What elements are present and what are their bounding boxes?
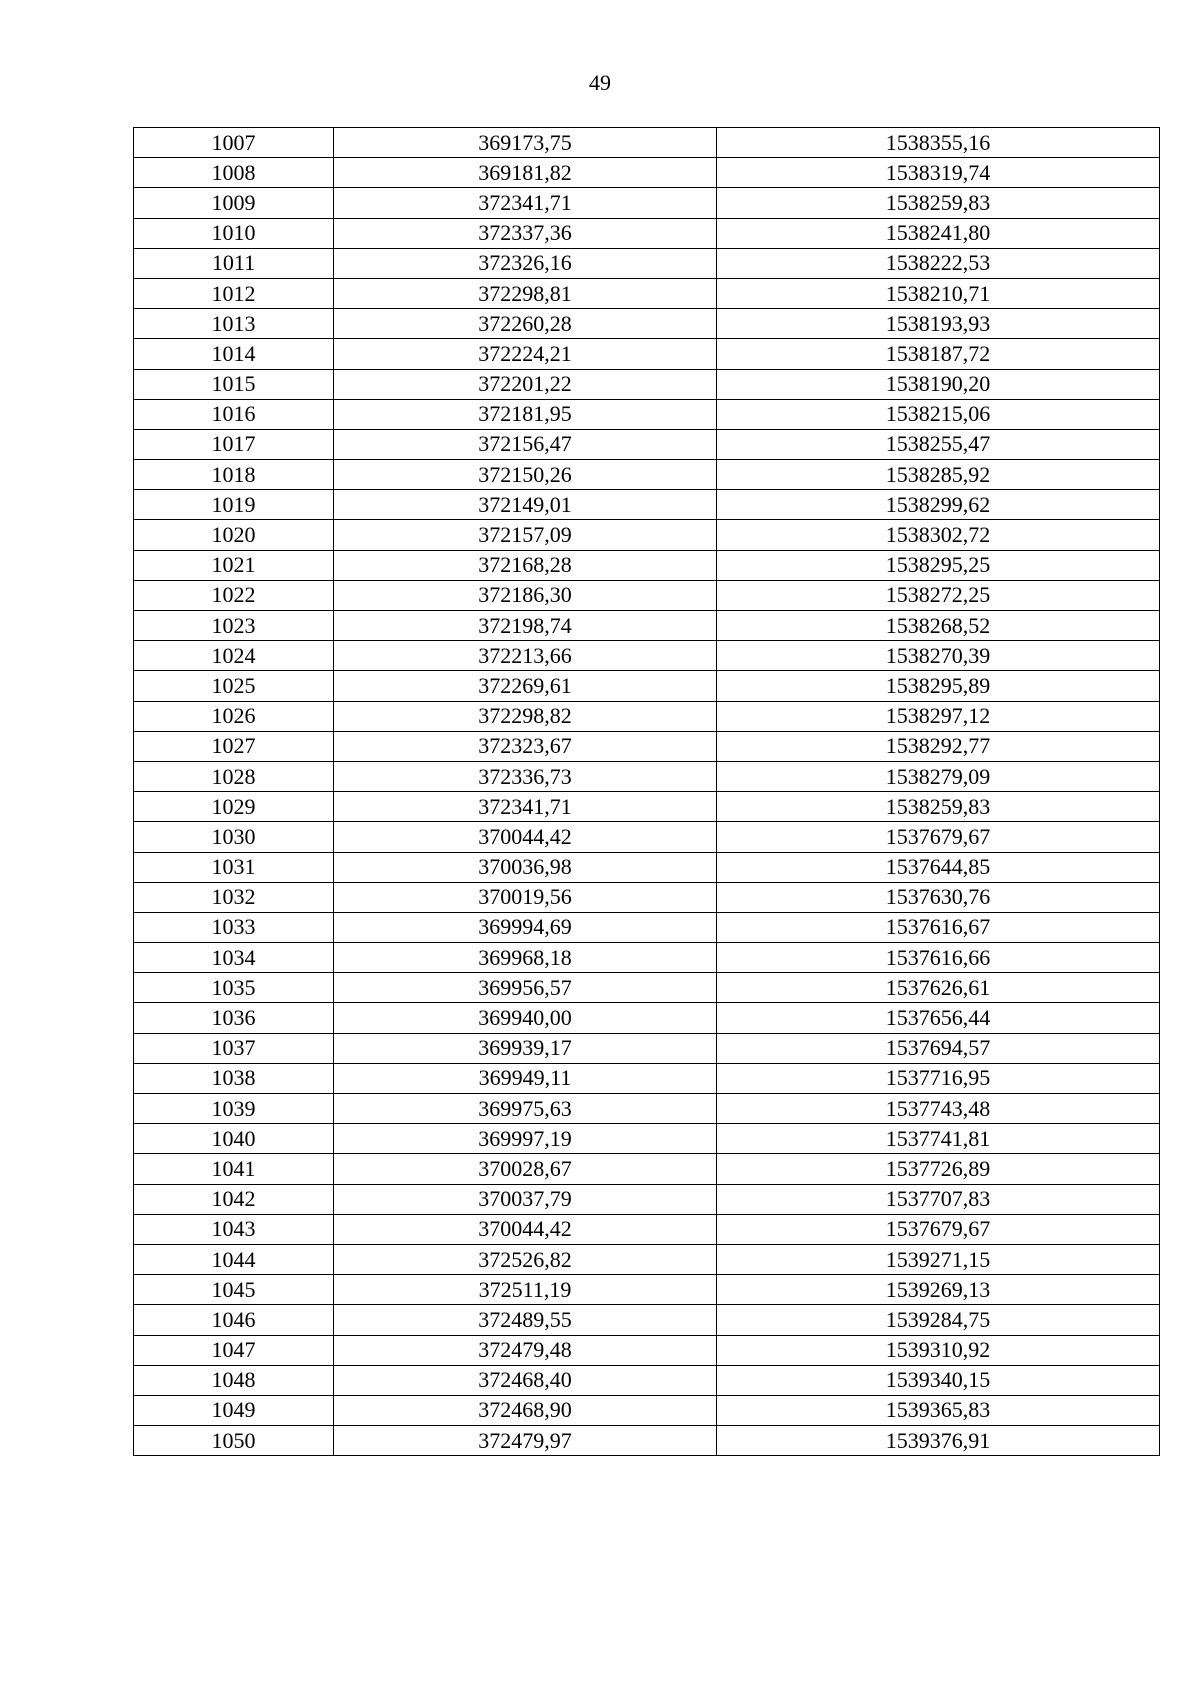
x-coordinate-cell: 369997,19 [334, 1124, 717, 1154]
table-row [134, 369, 1160, 399]
x-coordinate-cell: 372201,22 [334, 369, 717, 399]
table-row [134, 460, 1160, 490]
table-row [134, 822, 1160, 852]
table-row [134, 278, 1160, 308]
y-coordinate-cell: 1538193,93 [717, 309, 1160, 339]
y-coordinate-cell: 1538190,20 [717, 369, 1160, 399]
y-coordinate-cell: 1538285,92 [717, 460, 1160, 490]
x-coordinate-cell: 372489,55 [334, 1305, 717, 1335]
point-number-cell: 1009 [134, 188, 334, 218]
y-coordinate-cell: 1537716,95 [717, 1063, 1160, 1093]
x-coordinate-cell: 372269,61 [334, 671, 717, 701]
point-number-cell: 1038 [134, 1063, 334, 1093]
x-coordinate-cell: 372181,95 [334, 399, 717, 429]
y-coordinate-cell: 1539376,91 [717, 1426, 1160, 1456]
x-coordinate-cell: 372156,47 [334, 429, 717, 459]
point-number-cell: 1023 [134, 611, 334, 641]
point-number-cell: 1048 [134, 1365, 334, 1395]
point-number-cell: 1034 [134, 943, 334, 973]
x-coordinate-cell: 369949,11 [334, 1063, 717, 1093]
y-coordinate-cell: 1537694,57 [717, 1033, 1160, 1063]
y-coordinate-cell: 1538272,25 [717, 580, 1160, 610]
y-coordinate-cell: 1539271,15 [717, 1244, 1160, 1274]
table-row [134, 1395, 1160, 1425]
table-row [134, 520, 1160, 550]
table-row [134, 1063, 1160, 1093]
x-coordinate-cell: 372468,90 [334, 1395, 717, 1425]
y-coordinate-cell: 1537644,85 [717, 852, 1160, 882]
y-coordinate-cell: 1539269,13 [717, 1275, 1160, 1305]
table-row [134, 671, 1160, 701]
table-row [134, 1214, 1160, 1244]
point-number-cell: 1047 [134, 1335, 334, 1365]
point-number-cell: 1016 [134, 399, 334, 429]
table-row [134, 218, 1160, 248]
table-row [134, 1275, 1160, 1305]
x-coordinate-cell: 369968,18 [334, 943, 717, 973]
x-coordinate-cell: 369994,69 [334, 912, 717, 942]
point-number-cell: 1024 [134, 641, 334, 671]
x-coordinate-cell: 369956,57 [334, 973, 717, 1003]
y-coordinate-cell: 1537726,89 [717, 1154, 1160, 1184]
page-number: 49 [589, 70, 611, 95]
table-row [134, 943, 1160, 973]
point-number-cell: 1049 [134, 1395, 334, 1425]
x-coordinate-cell: 372479,97 [334, 1426, 717, 1456]
y-coordinate-cell: 1538259,83 [717, 792, 1160, 822]
point-number-cell: 1044 [134, 1244, 334, 1274]
table-row [134, 792, 1160, 822]
table-row [134, 1154, 1160, 1184]
x-coordinate-cell: 372298,82 [334, 701, 717, 731]
x-coordinate-cell: 370019,56 [334, 882, 717, 912]
table-row [134, 1244, 1160, 1274]
y-coordinate-cell: 1538210,71 [717, 278, 1160, 308]
table-row [134, 611, 1160, 641]
point-number-cell: 1037 [134, 1033, 334, 1063]
table-row [134, 128, 1160, 158]
coordinates-table [133, 127, 1160, 1456]
point-number-cell: 1030 [134, 822, 334, 852]
x-coordinate-cell: 372479,48 [334, 1335, 717, 1365]
point-number-cell: 1045 [134, 1275, 334, 1305]
x-coordinate-cell: 372511,19 [334, 1275, 717, 1305]
table-row [134, 1365, 1160, 1395]
x-coordinate-cell: 372186,30 [334, 580, 717, 610]
y-coordinate-cell: 1538215,06 [717, 399, 1160, 429]
y-coordinate-cell: 1537741,81 [717, 1124, 1160, 1154]
point-number-cell: 1015 [134, 369, 334, 399]
point-number-cell: 1050 [134, 1426, 334, 1456]
point-number-cell: 1043 [134, 1214, 334, 1244]
point-number-cell: 1011 [134, 248, 334, 278]
y-coordinate-cell: 1538259,83 [717, 188, 1160, 218]
table-row [134, 641, 1160, 671]
table-row [134, 1124, 1160, 1154]
point-number-cell: 1041 [134, 1154, 334, 1184]
y-coordinate-cell: 1539284,75 [717, 1305, 1160, 1335]
x-coordinate-cell: 372341,71 [334, 188, 717, 218]
table-row [134, 852, 1160, 882]
x-coordinate-cell: 370036,98 [334, 852, 717, 882]
x-coordinate-cell: 372198,74 [334, 611, 717, 641]
y-coordinate-cell: 1538241,80 [717, 218, 1160, 248]
x-coordinate-cell: 370044,42 [334, 822, 717, 852]
x-coordinate-cell: 370028,67 [334, 1154, 717, 1184]
point-number-cell: 1029 [134, 792, 334, 822]
point-number-cell: 1013 [134, 309, 334, 339]
y-coordinate-cell: 1537616,67 [717, 912, 1160, 942]
y-coordinate-cell: 1538295,25 [717, 550, 1160, 580]
point-number-cell: 1032 [134, 882, 334, 912]
y-coordinate-cell: 1538292,77 [717, 731, 1160, 761]
table-row [134, 339, 1160, 369]
point-number-cell: 1021 [134, 550, 334, 580]
table-row [134, 490, 1160, 520]
y-coordinate-cell: 1538299,62 [717, 490, 1160, 520]
table-row [134, 1335, 1160, 1365]
y-coordinate-cell: 1537630,76 [717, 882, 1160, 912]
table-row [134, 429, 1160, 459]
x-coordinate-cell: 369173,75 [334, 128, 717, 158]
table-row [134, 1003, 1160, 1033]
x-coordinate-cell: 369181,82 [334, 158, 717, 188]
coordinates-table-body [134, 128, 1160, 1456]
y-coordinate-cell: 1537679,67 [717, 1214, 1160, 1244]
x-coordinate-cell: 372157,09 [334, 520, 717, 550]
x-coordinate-cell: 372323,67 [334, 731, 717, 761]
x-coordinate-cell: 372341,71 [334, 792, 717, 822]
x-coordinate-cell: 372326,16 [334, 248, 717, 278]
y-coordinate-cell: 1537679,67 [717, 822, 1160, 852]
point-number-cell: 1019 [134, 490, 334, 520]
table-row [134, 1426, 1160, 1456]
table-row [134, 1033, 1160, 1063]
x-coordinate-cell: 372213,66 [334, 641, 717, 671]
y-coordinate-cell: 1538297,12 [717, 701, 1160, 731]
x-coordinate-cell: 370044,42 [334, 1214, 717, 1244]
x-coordinate-cell: 369940,00 [334, 1003, 717, 1033]
point-number-cell: 1027 [134, 731, 334, 761]
table-row [134, 158, 1160, 188]
point-number-cell: 1035 [134, 973, 334, 1003]
point-number-cell: 1031 [134, 852, 334, 882]
table-row [134, 580, 1160, 610]
table-row [134, 1305, 1160, 1335]
y-coordinate-cell: 1537626,61 [717, 973, 1160, 1003]
point-number-cell: 1025 [134, 671, 334, 701]
table-row [134, 882, 1160, 912]
table-row [134, 973, 1160, 1003]
y-coordinate-cell: 1539365,83 [717, 1395, 1160, 1425]
y-coordinate-cell: 1538295,89 [717, 671, 1160, 701]
x-coordinate-cell: 372149,01 [334, 490, 717, 520]
y-coordinate-cell: 1538255,47 [717, 429, 1160, 459]
table-row [134, 399, 1160, 429]
x-coordinate-cell: 372298,81 [334, 278, 717, 308]
x-coordinate-cell: 372260,28 [334, 309, 717, 339]
table-row [134, 1184, 1160, 1214]
point-number-cell: 1012 [134, 278, 334, 308]
y-coordinate-cell: 1537616,66 [717, 943, 1160, 973]
table-row [134, 912, 1160, 942]
table-row [134, 1094, 1160, 1124]
point-number-cell: 1046 [134, 1305, 334, 1335]
point-number-cell: 1020 [134, 520, 334, 550]
table-row [134, 188, 1160, 218]
y-coordinate-cell: 1537656,44 [717, 1003, 1160, 1033]
point-number-cell: 1039 [134, 1094, 334, 1124]
x-coordinate-cell: 372337,36 [334, 218, 717, 248]
point-number-cell: 1036 [134, 1003, 334, 1033]
x-coordinate-cell: 369975,63 [334, 1094, 717, 1124]
point-number-cell: 1007 [134, 128, 334, 158]
point-number-cell: 1010 [134, 218, 334, 248]
point-number-cell: 1018 [134, 460, 334, 490]
table-row [134, 248, 1160, 278]
x-coordinate-cell: 372526,82 [334, 1244, 717, 1274]
table-row [134, 701, 1160, 731]
y-coordinate-cell: 1539340,15 [717, 1365, 1160, 1395]
point-number-cell: 1017 [134, 429, 334, 459]
y-coordinate-cell: 1538222,53 [717, 248, 1160, 278]
point-number-cell: 1028 [134, 761, 334, 791]
y-coordinate-cell: 1538187,72 [717, 339, 1160, 369]
x-coordinate-cell: 372468,40 [334, 1365, 717, 1395]
y-coordinate-cell: 1538279,09 [717, 761, 1160, 791]
point-number-cell: 1026 [134, 701, 334, 731]
x-coordinate-cell: 370037,79 [334, 1184, 717, 1214]
y-coordinate-cell: 1539310,92 [717, 1335, 1160, 1365]
point-number-cell: 1040 [134, 1124, 334, 1154]
table-row [134, 550, 1160, 580]
y-coordinate-cell: 1538302,72 [717, 520, 1160, 550]
point-number-cell: 1042 [134, 1184, 334, 1214]
x-coordinate-cell: 369939,17 [334, 1033, 717, 1063]
x-coordinate-cell: 372150,26 [334, 460, 717, 490]
y-coordinate-cell: 1537707,83 [717, 1184, 1160, 1214]
table-row [134, 761, 1160, 791]
point-number-cell: 1008 [134, 158, 334, 188]
x-coordinate-cell: 372224,21 [334, 339, 717, 369]
point-number-cell: 1033 [134, 912, 334, 942]
y-coordinate-cell: 1538355,16 [717, 128, 1160, 158]
y-coordinate-cell: 1538270,39 [717, 641, 1160, 671]
point-number-cell: 1014 [134, 339, 334, 369]
y-coordinate-cell: 1537743,48 [717, 1094, 1160, 1124]
table-row [134, 309, 1160, 339]
x-coordinate-cell: 372168,28 [334, 550, 717, 580]
point-number-cell: 1022 [134, 580, 334, 610]
table-row [134, 731, 1160, 761]
y-coordinate-cell: 1538268,52 [717, 611, 1160, 641]
y-coordinate-cell: 1538319,74 [717, 158, 1160, 188]
x-coordinate-cell: 372336,73 [334, 761, 717, 791]
